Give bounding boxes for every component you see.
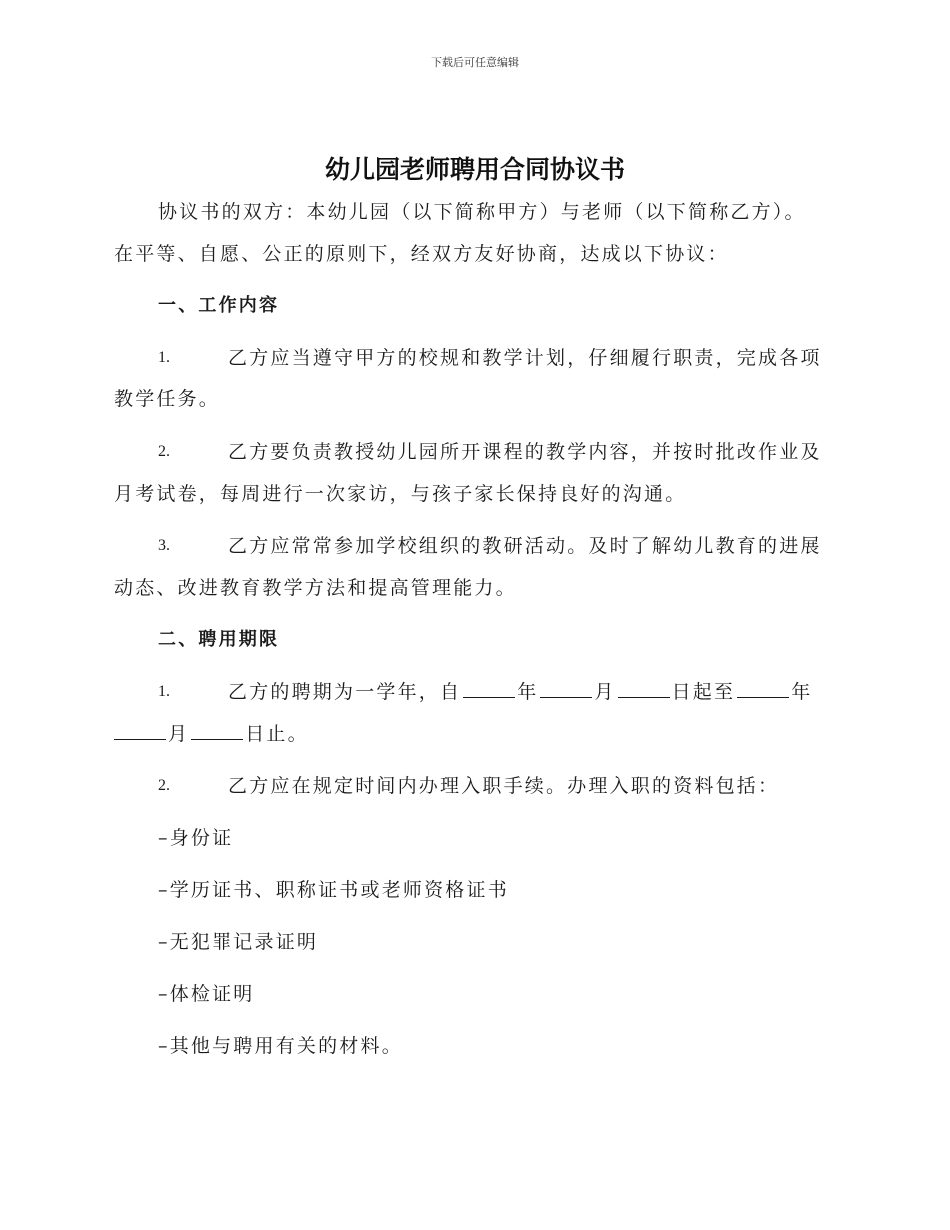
section-1-item-2-line-2: 月考试卷，每周进行一次家访，与孩子家长保持良好的沟通。 bbox=[114, 483, 687, 505]
blank-start-day[interactable] bbox=[618, 679, 670, 698]
item-number: 2. bbox=[158, 777, 170, 794]
section-1-item-3-line-2: 动态、改进教育教学方法和提高管理能力。 bbox=[114, 577, 517, 599]
section-1-heading: 一、工作内容 bbox=[158, 295, 280, 316]
blank-start-month[interactable] bbox=[540, 679, 592, 698]
blank-end-year[interactable] bbox=[737, 679, 789, 698]
section-1-item-1-line-2: 教学任务。 bbox=[114, 388, 221, 410]
document-list-item: –无犯罪记录证明 bbox=[158, 931, 319, 953]
intro-line-1: 协议书的双方：本幼儿园（以下简称甲方）与老师（以下简称乙方）。 bbox=[158, 201, 806, 223]
term-period-line-1 bbox=[228, 679, 838, 705]
header-note: 下载后可任意编辑 bbox=[431, 56, 519, 69]
document-list-item: –身份证 bbox=[158, 827, 234, 849]
document-list-item: –其他与聘用有关的材料。 bbox=[158, 1035, 403, 1057]
term-text-day-to: 日起至 bbox=[671, 681, 736, 703]
term-period-line-2 bbox=[114, 721, 834, 747]
document-list-item: –学历证书、职称证书或老师资格证书 bbox=[158, 879, 509, 901]
section-2-heading: 二、聘用期限 bbox=[158, 629, 280, 650]
term-text-year-2: 年 bbox=[791, 681, 813, 703]
item-number: 3. bbox=[158, 537, 170, 554]
item-number: 2. bbox=[158, 443, 170, 460]
section-1-item-1-line-1: 乙方应当遵守甲方的校规和教学计划，仔细履行职责，完成各项 bbox=[228, 347, 822, 369]
blank-end-month[interactable] bbox=[114, 721, 166, 740]
term-text-month-2: 月 bbox=[168, 723, 190, 745]
blank-start-year[interactable] bbox=[463, 679, 515, 698]
section-1-item-2-line-1: 乙方要负责教授幼儿园所开课程的教学内容，并按时批改作业及 bbox=[228, 441, 822, 463]
onboarding-text: 乙方应在规定时间内办理入职手续。办理入职的资料包括： bbox=[228, 775, 780, 797]
intro-line-2: 在平等、自愿、公正的原则下，经双方友好协商，达成以下协议： bbox=[114, 243, 729, 265]
document-list-item: –体检证明 bbox=[158, 983, 255, 1005]
term-text-month: 月 bbox=[594, 681, 616, 703]
term-text-start: 乙方的聘期为一学年，自 bbox=[228, 681, 462, 703]
section-1-item-3-line-1: 乙方应常常参加学校组织的教研活动。及时了解幼儿教育的进展 bbox=[228, 535, 822, 557]
term-text-year: 年 bbox=[517, 681, 539, 703]
document-title: 幼儿园老师聘用合同协议书 bbox=[324, 155, 625, 184]
item-number: 1. bbox=[158, 683, 170, 700]
blank-end-day[interactable] bbox=[191, 721, 243, 740]
item-number: 1. bbox=[158, 349, 170, 366]
term-text-end: 日止。 bbox=[245, 723, 309, 745]
